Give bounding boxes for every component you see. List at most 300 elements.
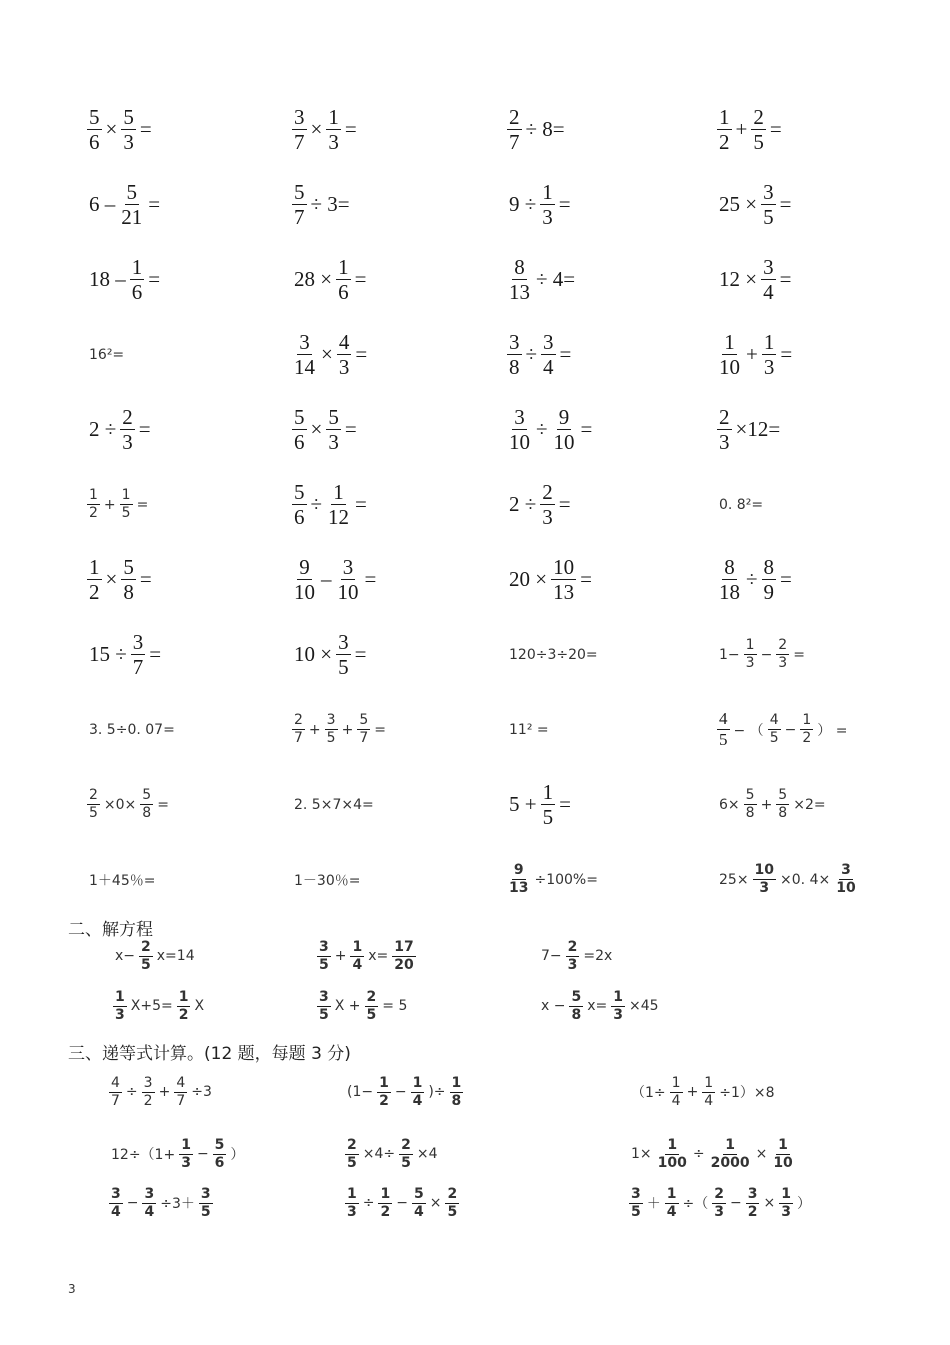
denominator: 3 xyxy=(328,130,339,154)
section2-title: 二、解方程 xyxy=(68,920,153,940)
step-calc-item xyxy=(344,1187,460,1219)
problem-cell xyxy=(265,631,480,678)
math-expression xyxy=(716,556,795,603)
denominator: 7 xyxy=(359,730,369,746)
numerator: 9 xyxy=(558,404,570,429)
fraction xyxy=(87,488,100,520)
operator-text: 12÷（1+ xyxy=(111,1147,176,1164)
fraction xyxy=(717,331,742,378)
operator-text: = xyxy=(779,192,792,216)
fraction xyxy=(378,1187,392,1219)
numerator: 1 xyxy=(802,712,812,729)
problem-cell xyxy=(265,256,480,303)
numerator: 2 xyxy=(719,404,730,429)
numerator: 1 xyxy=(542,179,553,204)
denominator: 3 xyxy=(347,1203,357,1220)
fraction xyxy=(292,331,317,378)
math-expression xyxy=(506,331,574,378)
numerator: 2 xyxy=(567,939,578,955)
numerator: 5 xyxy=(294,179,305,204)
numerator: 5 xyxy=(294,404,305,429)
numerator: 10 xyxy=(754,862,775,879)
operator-text: = 5 xyxy=(382,998,408,1015)
math-expression xyxy=(716,181,794,228)
numerator: 3 xyxy=(111,1186,121,1202)
denominator: 5 xyxy=(326,730,336,746)
fraction xyxy=(139,940,153,972)
operator-text: − xyxy=(126,1195,139,1212)
math-expression xyxy=(344,1138,441,1170)
fraction xyxy=(140,788,153,820)
denominator: 6 xyxy=(338,280,349,304)
denominator: 7 xyxy=(294,205,305,229)
numerator: 1 xyxy=(719,104,730,129)
denominator: 3 xyxy=(338,355,350,379)
numerator: 1 xyxy=(328,104,339,129)
operator-text: (1− xyxy=(347,1084,374,1101)
fraction xyxy=(412,1187,426,1219)
denominator: 5 xyxy=(366,1006,377,1023)
fraction xyxy=(365,990,379,1022)
denominator: 7 xyxy=(111,1092,120,1109)
math-expression xyxy=(716,863,859,895)
problem-cell xyxy=(60,631,265,678)
math-expression xyxy=(506,722,552,738)
denominator: 10 xyxy=(294,580,315,604)
operator-text: × xyxy=(105,117,118,141)
math-expression xyxy=(628,1138,796,1170)
denominator: 2 xyxy=(178,1006,189,1023)
operator-text: + xyxy=(308,721,321,738)
problem-cell xyxy=(265,713,480,745)
problem-cell xyxy=(690,406,900,453)
denominator: 6 xyxy=(214,1154,225,1171)
numerator: 1 xyxy=(667,1137,678,1153)
numerator: 1 xyxy=(178,989,189,1005)
math-expression xyxy=(628,1187,814,1219)
fraction xyxy=(109,1076,122,1108)
operator-text: = xyxy=(136,496,149,513)
math-expression xyxy=(538,940,615,972)
fraction xyxy=(761,181,776,228)
problem-cell xyxy=(265,481,480,528)
math-expression xyxy=(291,181,353,228)
numerator: 8 xyxy=(763,554,775,579)
problem-cell xyxy=(265,870,480,890)
operator-text: ×12= xyxy=(735,417,781,441)
math-expression xyxy=(506,556,595,603)
problem-cell xyxy=(480,106,690,153)
fraction xyxy=(551,556,576,603)
problem-cell xyxy=(60,256,265,303)
problem-cell xyxy=(690,497,900,513)
fraction xyxy=(292,106,307,153)
operator-text: 25 × xyxy=(719,192,758,216)
denominator: 5 xyxy=(89,805,98,821)
problem-row xyxy=(60,617,900,692)
denominator: 14 xyxy=(294,355,315,379)
operator-text: × xyxy=(105,567,118,591)
operator-text: 11² = xyxy=(509,721,549,738)
numerator: 3 xyxy=(631,1186,641,1202)
denominator: 5 xyxy=(141,956,151,973)
denominator: 10 xyxy=(773,1154,793,1171)
math-expression xyxy=(86,106,155,153)
fraction xyxy=(317,990,331,1022)
numerator: 1 xyxy=(724,329,735,354)
numerator: 2 xyxy=(542,479,553,504)
equation-item xyxy=(316,990,410,1022)
fraction xyxy=(552,406,577,453)
operator-text: 1＋45％= xyxy=(89,872,156,889)
fraction xyxy=(540,481,555,528)
numerator: 5 xyxy=(123,104,134,129)
operator-text: 3. 5÷0. 07= xyxy=(89,721,175,738)
operator-text: 1× xyxy=(631,1146,652,1163)
numerator: 4 xyxy=(719,709,728,729)
fraction xyxy=(800,713,813,745)
fraction xyxy=(130,256,145,303)
operator-text: = xyxy=(559,792,571,816)
numerator: 4 xyxy=(176,1075,186,1091)
math-expression xyxy=(291,797,377,813)
fraction xyxy=(350,940,364,972)
denominator: 3 xyxy=(542,505,553,529)
fraction xyxy=(709,1138,752,1170)
numerator: 3 xyxy=(200,1186,211,1202)
fraction xyxy=(762,556,777,603)
denominator: 3 xyxy=(763,355,775,379)
denominator: 7 xyxy=(294,130,305,154)
math-expression xyxy=(716,638,808,670)
numerator: 3 xyxy=(763,179,774,204)
math-expression xyxy=(716,497,766,513)
section3-title: 三、递等式计算。(12 题，每题 3 分) xyxy=(68,1044,351,1064)
fraction xyxy=(712,1187,726,1219)
operator-text: ÷ xyxy=(536,417,548,441)
operator-text: =2x xyxy=(583,948,613,965)
operator-text: 0. 8²= xyxy=(719,496,764,513)
numerator: 3 xyxy=(299,329,310,354)
math-expression xyxy=(716,710,850,749)
denominator: 4 xyxy=(666,1203,677,1220)
step-calc-item xyxy=(628,1187,814,1219)
operator-text: ＋ xyxy=(646,1196,661,1213)
denominator: 4 xyxy=(704,1092,714,1109)
math-expression xyxy=(291,870,363,890)
math-expression xyxy=(316,940,417,972)
step-calc-item xyxy=(628,1138,796,1170)
fraction xyxy=(174,1076,187,1108)
fraction xyxy=(717,710,730,749)
numerator: 4 xyxy=(338,329,350,354)
denominator: 5 xyxy=(200,1203,211,1220)
numerator: 5 xyxy=(778,787,788,804)
problem-cell xyxy=(690,181,900,228)
fraction xyxy=(292,181,307,228)
operator-text: + xyxy=(334,948,347,965)
math-expression xyxy=(86,631,164,678)
denominator: 3 xyxy=(123,130,134,154)
problem-row xyxy=(60,242,900,317)
denominator: 2 xyxy=(89,580,100,604)
fraction xyxy=(399,1138,413,1170)
fraction xyxy=(834,863,857,895)
operator-text: − xyxy=(760,646,773,663)
operator-text: – xyxy=(321,567,332,591)
math-expression xyxy=(86,406,154,453)
operator-text: 10 × xyxy=(294,642,333,666)
denominator: 2000 xyxy=(710,1154,750,1171)
numerator: 5 xyxy=(123,554,134,579)
denominator: 2 xyxy=(143,1092,153,1109)
fraction xyxy=(87,106,102,153)
operator-text: = xyxy=(139,117,152,141)
step-calc-item xyxy=(344,1076,464,1108)
problem-cell xyxy=(690,106,900,153)
denominator: 8 xyxy=(123,580,134,604)
fraction xyxy=(326,406,341,453)
fraction xyxy=(656,1138,689,1170)
operator-text: x − xyxy=(541,998,566,1015)
denominator: 3 xyxy=(328,430,339,454)
denominator: 5 xyxy=(319,1006,329,1023)
operator-text: ×4÷ xyxy=(362,1146,396,1163)
operator-text: × xyxy=(310,117,323,141)
denominator: 12 xyxy=(328,505,350,529)
operator-text: ÷1）×8 xyxy=(719,1085,775,1102)
fraction xyxy=(345,1187,359,1219)
fraction xyxy=(450,1076,464,1108)
numerator: 2 xyxy=(509,104,520,129)
fraction xyxy=(541,781,556,828)
operator-text: X xyxy=(194,998,205,1015)
problem-cell xyxy=(480,481,690,528)
operator-text: 1－30％= xyxy=(294,872,361,889)
fraction xyxy=(292,556,317,603)
numerator: 1 xyxy=(121,487,131,504)
numerator: 1 xyxy=(666,1186,677,1202)
operator-text: × xyxy=(321,342,333,366)
denominator: 8 xyxy=(142,805,152,821)
equation-item xyxy=(538,990,662,1022)
math-expression xyxy=(86,556,155,603)
operator-text: 2 ÷ xyxy=(509,492,537,516)
math-expression xyxy=(316,990,410,1022)
problem-cell xyxy=(690,256,900,303)
math-expression xyxy=(291,713,389,745)
denominator: 2 xyxy=(719,130,730,154)
fraction xyxy=(199,1187,213,1219)
numerator: 1 xyxy=(115,989,125,1005)
equation-item xyxy=(316,940,417,972)
fraction xyxy=(337,331,352,378)
math-expression xyxy=(86,256,163,303)
denominator: 4 xyxy=(412,1092,423,1109)
fraction xyxy=(753,863,776,895)
operator-text: ÷3＋ xyxy=(160,1196,195,1213)
fraction xyxy=(776,638,789,670)
numerator: 2 xyxy=(89,787,98,804)
operator-text: 5 + xyxy=(509,792,537,816)
numerator: 3 xyxy=(747,1186,758,1202)
numerator: 3 xyxy=(338,629,349,654)
fraction xyxy=(776,788,789,820)
numerator: 5 xyxy=(142,787,152,804)
fraction xyxy=(507,406,532,453)
numerator: 1 xyxy=(89,487,98,504)
problem-cell xyxy=(480,256,690,303)
math-expression xyxy=(108,1076,215,1108)
denominator: 8 xyxy=(509,355,520,379)
operator-text: − （ xyxy=(733,722,764,739)
numerator: 1 xyxy=(347,1186,357,1202)
operator-text: 7− xyxy=(541,948,562,965)
denominator: 3 xyxy=(613,1006,623,1023)
operator-text: − xyxy=(196,1146,209,1163)
numerator: 3 xyxy=(319,989,329,1005)
math-expression xyxy=(86,181,163,228)
numerator: 2 xyxy=(347,1137,357,1153)
fraction xyxy=(768,713,781,745)
operator-text: = xyxy=(558,192,571,216)
fraction xyxy=(507,256,532,303)
denominator: 4 xyxy=(144,1203,155,1220)
numerator: 1 xyxy=(352,939,363,955)
denominator: 5 xyxy=(401,1154,411,1171)
operator-text: （1÷ xyxy=(631,1085,666,1102)
fraction xyxy=(179,1138,193,1170)
denominator: 10 xyxy=(719,355,740,379)
fraction xyxy=(717,406,732,453)
operator-text: ÷ xyxy=(362,1195,375,1212)
fraction xyxy=(507,106,522,153)
math-expression xyxy=(506,863,601,895)
math-expression xyxy=(628,1076,778,1108)
problem-cell xyxy=(690,331,900,378)
numerator: 1 xyxy=(89,554,100,579)
math-expression xyxy=(291,106,360,153)
operator-text: 6× xyxy=(719,796,740,813)
operator-text: = xyxy=(354,267,367,291)
step-calc-item xyxy=(108,1076,215,1108)
denominator: 4 xyxy=(543,355,554,379)
denominator: 5 xyxy=(753,130,764,154)
problem-cell xyxy=(60,488,265,520)
operator-text: ） = xyxy=(817,722,848,739)
numerator: 2 xyxy=(447,1186,458,1202)
problem-cell xyxy=(60,347,265,363)
operator-text: + xyxy=(746,342,758,366)
problem-row xyxy=(60,167,900,242)
problem-row xyxy=(60,317,900,392)
numerator: 1 xyxy=(745,637,755,654)
operator-text: ） xyxy=(230,1147,245,1164)
operator-text: = xyxy=(580,417,593,441)
numerator: 3 xyxy=(763,254,774,279)
problem-cell xyxy=(690,710,900,749)
operator-text: ÷ xyxy=(692,1146,705,1163)
fraction xyxy=(377,1076,391,1108)
fraction xyxy=(119,181,144,228)
numerator: 5 xyxy=(89,104,100,129)
step-calc-item xyxy=(108,1138,247,1170)
fraction xyxy=(317,940,331,972)
fraction xyxy=(292,713,305,745)
math-expression xyxy=(86,870,158,890)
operator-text: − xyxy=(394,1084,407,1101)
fraction xyxy=(507,863,530,895)
problem-row xyxy=(60,542,900,617)
math-expression xyxy=(108,1138,247,1170)
denominator: 7 xyxy=(132,655,144,679)
fraction xyxy=(325,713,338,745)
numerator: 2 xyxy=(714,1186,724,1202)
operator-text: ÷3 xyxy=(191,1084,212,1101)
math-expression xyxy=(344,1076,464,1108)
fraction xyxy=(762,331,777,378)
operator-text: x= xyxy=(587,998,608,1015)
denominator: 3 xyxy=(781,1203,791,1220)
math-expression xyxy=(506,256,578,303)
denominator: 8 xyxy=(778,805,788,821)
fraction xyxy=(702,1076,715,1108)
operator-text: + xyxy=(760,796,773,813)
math-expression xyxy=(112,990,207,1022)
fraction xyxy=(336,556,361,603)
operator-text: × xyxy=(310,417,323,441)
denominator: 18 xyxy=(719,580,740,604)
operator-text: ×0. 4× xyxy=(780,871,831,888)
fraction xyxy=(611,990,625,1022)
denominator: 6 xyxy=(294,430,305,454)
numerator: 10 xyxy=(553,554,575,579)
denominator: 7 xyxy=(509,130,520,154)
denominator: 2 xyxy=(89,505,98,521)
operator-text: + xyxy=(735,117,748,141)
operator-text: = xyxy=(793,646,805,663)
problem-cell xyxy=(480,722,690,738)
denominator: 3 xyxy=(778,655,788,671)
operator-text: ） xyxy=(796,1196,811,1213)
operator-text: = xyxy=(354,642,367,666)
numerator: 3 xyxy=(841,862,851,879)
operator-text: x− xyxy=(115,948,136,965)
numerator: 8 xyxy=(724,554,735,579)
denominator: 4 xyxy=(671,1092,681,1109)
denominator: 8 xyxy=(745,805,755,821)
math-expression xyxy=(716,331,795,378)
denominator: 3 xyxy=(745,655,755,671)
numerator: 1 xyxy=(778,1137,788,1153)
operator-text: = xyxy=(769,117,782,141)
math-expression xyxy=(506,181,574,228)
denominator: 5 xyxy=(631,1203,641,1220)
fraction xyxy=(670,1076,683,1108)
numerator: 5 xyxy=(413,1186,424,1202)
operator-text: ÷ 4= xyxy=(536,267,576,291)
problem-cell xyxy=(60,722,265,738)
problem-cell xyxy=(265,106,480,153)
numerator: 5 xyxy=(294,479,305,504)
operator-text: ×4 xyxy=(416,1146,438,1163)
fraction xyxy=(411,1076,425,1108)
denominator: 4 xyxy=(111,1203,121,1220)
math-expression xyxy=(291,556,379,603)
fraction xyxy=(292,406,307,453)
fraction xyxy=(540,181,555,228)
denominator: 5 xyxy=(769,730,779,746)
